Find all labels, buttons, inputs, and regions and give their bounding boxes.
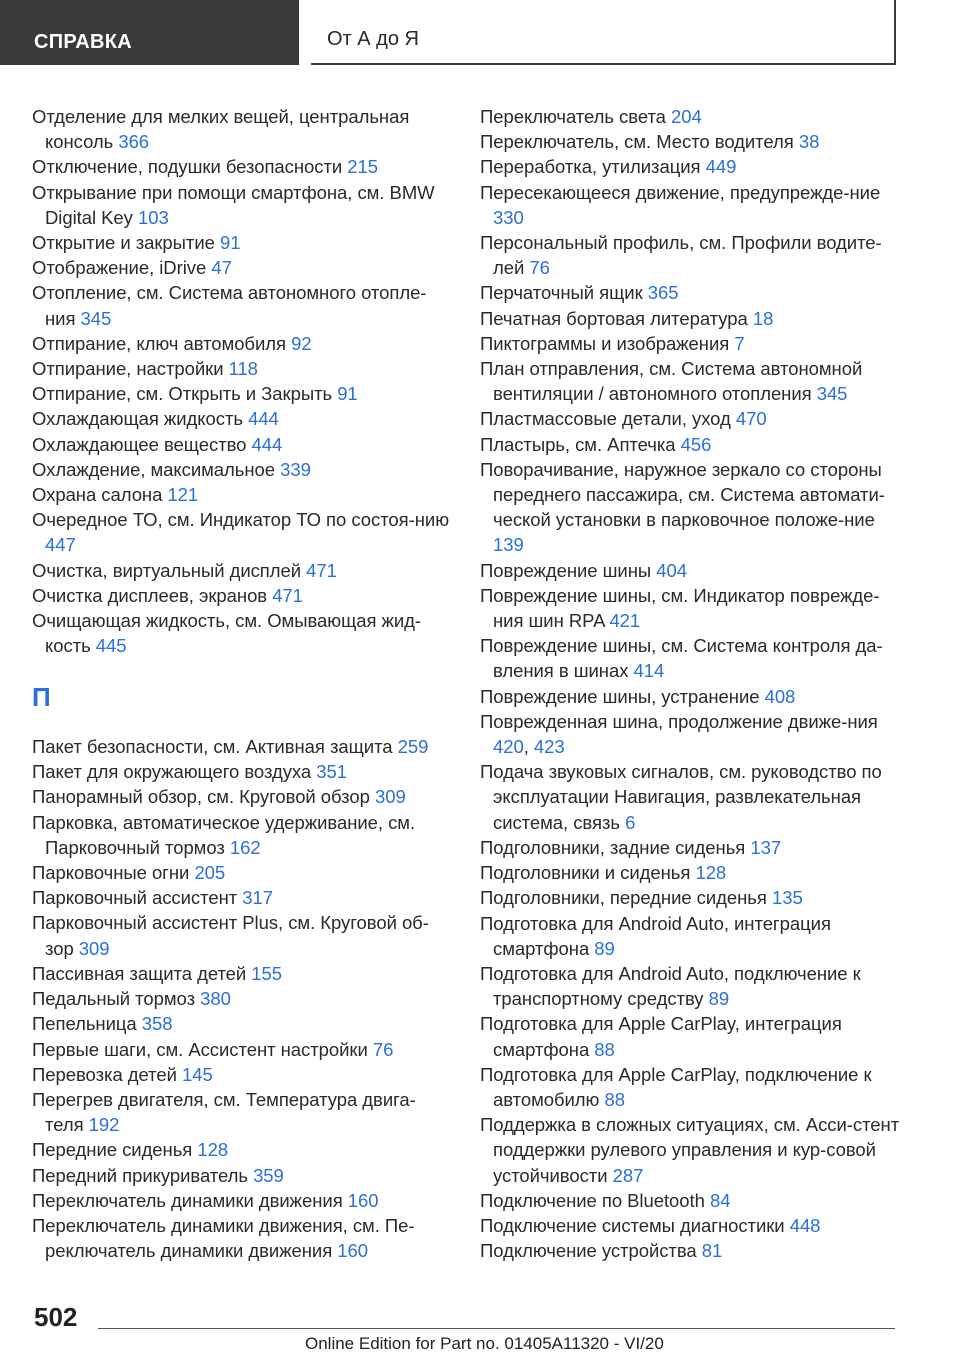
- page-link[interactable]: 139: [493, 534, 524, 556]
- index-entry: [480, 684, 905, 709]
- index-entry: [480, 1188, 905, 1213]
- index-entry: [32, 1213, 452, 1263]
- index-entry: [480, 230, 905, 280]
- index-entry: [32, 1062, 452, 1087]
- index-entry-text: Пересекающееся движение, предупрежде-ние: [480, 181, 881, 203]
- page-link[interactable]: 449: [705, 156, 737, 178]
- index-entry-text: Подключение устройства: [480, 1240, 697, 1262]
- section-tab[interactable]: [0, 0, 299, 65]
- index-entry: [480, 835, 905, 860]
- page-link[interactable]: 135: [771, 887, 803, 909]
- page-link[interactable]: 287: [612, 1164, 644, 1186]
- page-link[interactable]: 448: [789, 1214, 821, 1236]
- page-link[interactable]: 92: [291, 332, 312, 354]
- page-link[interactable]: 81: [701, 1240, 723, 1262]
- index-entry-text: Повреждение шины, см. Индикатор поврежде-ния шин RPA: [480, 584, 880, 632]
- index-entry: [480, 1011, 905, 1061]
- index-entry: [32, 1137, 452, 1162]
- page-link[interactable]: 339: [280, 458, 311, 480]
- index-entry-text: Подключение системы диагностики: [480, 1214, 785, 1236]
- index-entry-text: Перевозка детей: [32, 1063, 177, 1085]
- page-link[interactable]: 160: [347, 1189, 379, 1211]
- page-link[interactable]: 137: [750, 836, 782, 858]
- index-entry: [32, 381, 452, 406]
- index-entry: [32, 860, 452, 885]
- page-link[interactable]: 76: [529, 257, 550, 279]
- subsection-title: От А до Я: [327, 28, 419, 50]
- index-entry-text: Перегрев двигателя, см. Температура двига-теля: [32, 1088, 416, 1136]
- index-entry: [32, 1163, 452, 1188]
- index-entry-text: Панорамный обзор, см. Круговой обзор: [32, 786, 370, 808]
- index-entry-text: Парковочный ассистент: [32, 887, 238, 909]
- index-entry: [32, 180, 452, 230]
- index-entry-text: Подготовка для Apple CarPlay, подключение к автомобилю: [480, 1063, 872, 1110]
- index-entry: [32, 356, 452, 381]
- index-entry-text: Очистка, виртуальный дисплей: [32, 559, 302, 581]
- index-entry-text: Открытие и закрытие: [32, 232, 215, 254]
- index-entry: [32, 558, 452, 583]
- index-entry: [32, 961, 452, 986]
- index-entry-text: Печатная бортовая литература: [480, 307, 748, 329]
- index-entry: [32, 986, 452, 1011]
- page-link[interactable]: 456: [680, 433, 712, 455]
- index-entry-text: Переработка, утилизация: [480, 156, 701, 178]
- index-entry-text: Парковочный ассистент Plus, см. Круговой об-зор: [32, 912, 429, 959]
- index-entry: [32, 885, 452, 910]
- page-link[interactable]: 47: [211, 257, 232, 279]
- index-entry: [480, 961, 905, 1011]
- index-entry: [480, 1238, 905, 1263]
- page-link[interactable]: 421: [609, 610, 641, 632]
- page-link[interactable]: 215: [347, 156, 378, 178]
- index-entry: [480, 558, 905, 583]
- index-entry: [480, 583, 905, 633]
- index-entry-text: Охлаждающее вещество: [32, 433, 247, 455]
- page-link[interactable]: 380: [200, 988, 231, 1010]
- page-link[interactable]: 89: [708, 988, 730, 1010]
- page-link[interactable]: 471: [272, 584, 303, 606]
- index-entry: [480, 1062, 905, 1112]
- index-entry: [480, 457, 905, 558]
- index-entry-text: Подготовка для Android Auto, интеграция смартфона: [480, 912, 831, 959]
- page-link[interactable]: 414: [633, 660, 665, 682]
- index-entry-text: Переключатель, см. Место водителя: [480, 131, 794, 153]
- index-entry-text: Отопление, см. Система автономного отопле-ния: [32, 282, 427, 329]
- page-link[interactable]: 309: [78, 937, 110, 959]
- page-link[interactable]: 128: [695, 862, 727, 884]
- index-entry-text: Очищающая жидкость, см. Омывающая жид-кость: [32, 610, 422, 657]
- page-link[interactable]: 76: [372, 1038, 394, 1060]
- page-link[interactable]: 404: [656, 559, 687, 581]
- page-link[interactable]: 471: [306, 559, 337, 581]
- index-entry-text: Поврежденная шина, продолжение движе-ния: [480, 710, 878, 732]
- index-entry-text: Передний прикуриватель: [32, 1164, 248, 1186]
- footer-edition: Online Edition for Part no. 01405A11320 - VI/20: [305, 1334, 664, 1353]
- page-link[interactable]: 359: [253, 1164, 284, 1186]
- page-link[interactable]: 420: [493, 736, 524, 758]
- page-link[interactable]: 192: [88, 1114, 120, 1136]
- index-entry-text: Пакет безопасности, см. Активная защита: [32, 736, 393, 758]
- page-link[interactable]: 38: [798, 131, 820, 153]
- index-entry-text: Отпирание, см. Открыть и Закрыть: [32, 383, 333, 405]
- page-link[interactable]: 91: [337, 383, 358, 405]
- index-entry-text: Охрана салона: [32, 484, 163, 506]
- page-link[interactable]: 345: [816, 383, 848, 405]
- page-link[interactable]: 88: [604, 1088, 625, 1110]
- index-entry: [32, 1087, 452, 1137]
- index-entry: [480, 331, 905, 356]
- index-entry: [32, 230, 452, 255]
- index-entry: [480, 356, 905, 406]
- index-entry: [480, 1112, 905, 1188]
- index-entry: [480, 1213, 905, 1238]
- footer-divider: [98, 1328, 895, 1329]
- page-link[interactable]: 445: [95, 635, 127, 657]
- index-entry-text: План отправления, см. Система автономной вентиляции / автономного отопления: [480, 358, 863, 405]
- index-entry: [32, 457, 452, 482]
- index-entry: [32, 784, 452, 809]
- index-entry-text: Повреждение шины, устранение: [480, 685, 760, 707]
- index-entry-text: Отпирание, настройки: [32, 358, 224, 380]
- index-entry: [480, 885, 905, 910]
- page-link[interactable]: 118: [228, 358, 258, 380]
- index-entry: [32, 432, 452, 457]
- index-entry-text: Очистка дисплеев, экранов: [32, 584, 268, 606]
- page-link[interactable]: 145: [181, 1063, 213, 1085]
- index-entry: [32, 810, 452, 860]
- page-link[interactable]: 7: [734, 332, 745, 354]
- page-link[interactable]: 91: [219, 232, 241, 254]
- index-entry: [480, 306, 905, 331]
- page-link[interactable]: 345: [80, 307, 112, 329]
- index-entry-text: Подголовники, задние сиденья: [480, 836, 746, 858]
- index-entry-text: Охлаждающая жидкость: [32, 408, 243, 430]
- subsection-tab: [311, 0, 896, 65]
- index-entry-text: Пассивная защита детей: [32, 962, 247, 984]
- page-link[interactable]: 447: [45, 534, 76, 556]
- page-link[interactable]: 84: [709, 1189, 731, 1211]
- index-entry-text: Перчаточный ящик: [480, 282, 643, 304]
- page-link[interactable]: 470: [735, 408, 767, 430]
- index-entry: [480, 129, 905, 154]
- index-entry-text: Повреждение шины, см. Система контроля да-вления в шинах: [480, 635, 883, 682]
- index-entry: [480, 911, 905, 961]
- index-entry: [32, 1037, 452, 1062]
- index-entry: [32, 759, 452, 784]
- page-link[interactable]: 162: [229, 836, 261, 858]
- index-entry-text: Подготовка для Android Auto, подключение к транспортному средству: [480, 962, 861, 1010]
- index-entry-text: Отключение, подушки безопасности: [32, 156, 343, 178]
- page-number: 502: [34, 1302, 78, 1332]
- index-entry: [32, 154, 452, 179]
- index-entry: [480, 104, 905, 129]
- index-entry-text: Педальный тормоз: [32, 988, 196, 1010]
- index-entry: [32, 482, 452, 507]
- index-entry: [32, 255, 452, 280]
- index-entry: [32, 280, 452, 330]
- page-link[interactable]: 160: [337, 1240, 368, 1262]
- index-entry-text: Подключение по Bluetooth: [480, 1189, 705, 1211]
- page-link[interactable]: 204: [671, 106, 702, 127]
- page-link[interactable]: 423: [533, 736, 565, 758]
- index-entry-text: Персональный профиль, см. Профили водите-лей: [480, 232, 882, 279]
- page-link[interactable]: 366: [118, 131, 150, 153]
- index-entry-text: Переключатель динамики движения: [32, 1189, 343, 1211]
- page-link[interactable]: 444: [251, 433, 283, 455]
- index-entry-text: Пиктограммы и изображения: [480, 332, 730, 354]
- index-entry-text: Пепельница: [32, 1013, 137, 1035]
- index-entry: [32, 1011, 452, 1036]
- index-entry-text: Отделение для мелких вещей, центральная консоль: [32, 106, 410, 153]
- page-link[interactable]: 6: [625, 811, 636, 833]
- page-link[interactable]: 351: [316, 761, 347, 783]
- page-link[interactable]: 358: [141, 1013, 173, 1035]
- index-entry: [32, 104, 452, 154]
- index-entry: [480, 406, 905, 431]
- index-entry: [480, 180, 905, 230]
- page-link[interactable]: 155: [251, 962, 283, 984]
- page-link[interactable]: 121: [167, 484, 199, 506]
- page-link[interactable]: 330: [493, 206, 524, 228]
- index-entry-text: Охлаждение, максимальное: [32, 458, 276, 480]
- page-link[interactable]: 89: [594, 937, 615, 959]
- index-entry: Поврежденная шина, продолжение движе-ния 420, 423: [480, 710, 878, 758]
- index-entry-text: Подголовники, передние сиденья: [480, 887, 767, 909]
- index-entry: [32, 734, 452, 759]
- index-entry: [32, 1188, 452, 1213]
- index-entry: [480, 860, 905, 885]
- index-entry-text: Открывание при помощи смартфона, см. BMW Digital Key: [32, 181, 435, 228]
- index-entry: [32, 406, 452, 431]
- page-link[interactable]: 317: [242, 887, 273, 909]
- index-entry-text: Поддержка в сложных ситуациях, см. Асси-стент поддержки рулевого управления и кур-совой устойчивости: [480, 1114, 900, 1186]
- index-entry-text: Отпирание, ключ автомобиля: [32, 332, 286, 354]
- page-link[interactable]: 128: [197, 1139, 229, 1161]
- index-entry-text: Парковка, автоматическое удерживание, см. Парковочный тормоз: [32, 811, 416, 858]
- index-entry-text: Переключатель динамики движения, см. Пе-реключатель динамики движения: [32, 1214, 415, 1262]
- index-entry: [480, 432, 905, 457]
- page-link[interactable]: 18: [752, 307, 774, 329]
- index-entry-text: Пластырь, см. Аптечка: [480, 433, 676, 455]
- page-link[interactable]: 365: [647, 282, 679, 304]
- section-title: СПРАВКА: [34, 31, 133, 53]
- index-entry: [32, 608, 452, 658]
- index-entry-text: Передние сиденья: [32, 1139, 193, 1161]
- index-entry: [480, 633, 905, 683]
- page-link[interactable]: 444: [248, 408, 279, 430]
- index-entry-text: Подача звуковых сигналов, см. руководство по эксплуатации Навигация, развлекательная система, связь: [480, 761, 882, 833]
- page-link[interactable]: 103: [137, 206, 169, 228]
- index-entry-text: Подготовка для Apple CarPlay, интеграция смартфона: [480, 1013, 842, 1060]
- index-entry: [32, 910, 452, 960]
- index-entry-text: Отображение, iDrive: [32, 257, 207, 279]
- page-link[interactable]: 205: [194, 862, 226, 884]
- index-entry-text: Очередное ТО, см. Индикатор ТО по состоя-нию: [32, 509, 450, 531]
- index-entry: [480, 280, 905, 305]
- index-column-right: [480, 104, 905, 1263]
- index-column-left: [32, 104, 452, 1263]
- page-link[interactable]: 408: [764, 685, 796, 707]
- index-entry: [32, 583, 452, 608]
- page-link[interactable]: 259: [397, 736, 429, 758]
- index-entry-text: Пластмассовые детали, уход: [480, 408, 731, 430]
- index-entry-text: Переключатель света: [480, 106, 666, 127]
- index-entry-text: Поворачивание, наружное зеркало со стороны переднего пассажира, см. Система автомати-ческой установки в парковочное положе-ние: [480, 458, 885, 531]
- index-entry: [480, 759, 905, 835]
- index-entry: [32, 507, 452, 557]
- index-entry-text: Парковочные огни: [32, 862, 190, 884]
- index-entry-text: Повреждение шины: [480, 559, 652, 581]
- index-entry-text: Подголовники и сиденья: [480, 862, 691, 884]
- index-entry-text: Пакет для окружающего воздуха: [32, 761, 312, 783]
- page-link[interactable]: 88: [594, 1038, 615, 1060]
- index-entry: [32, 331, 452, 356]
- index-entry: [480, 154, 905, 179]
- index-letter-heading: П: [32, 682, 51, 713]
- page-link[interactable]: 309: [374, 786, 406, 808]
- index-entry-text: Первые шаги, см. Ассистент настройки: [32, 1038, 368, 1060]
